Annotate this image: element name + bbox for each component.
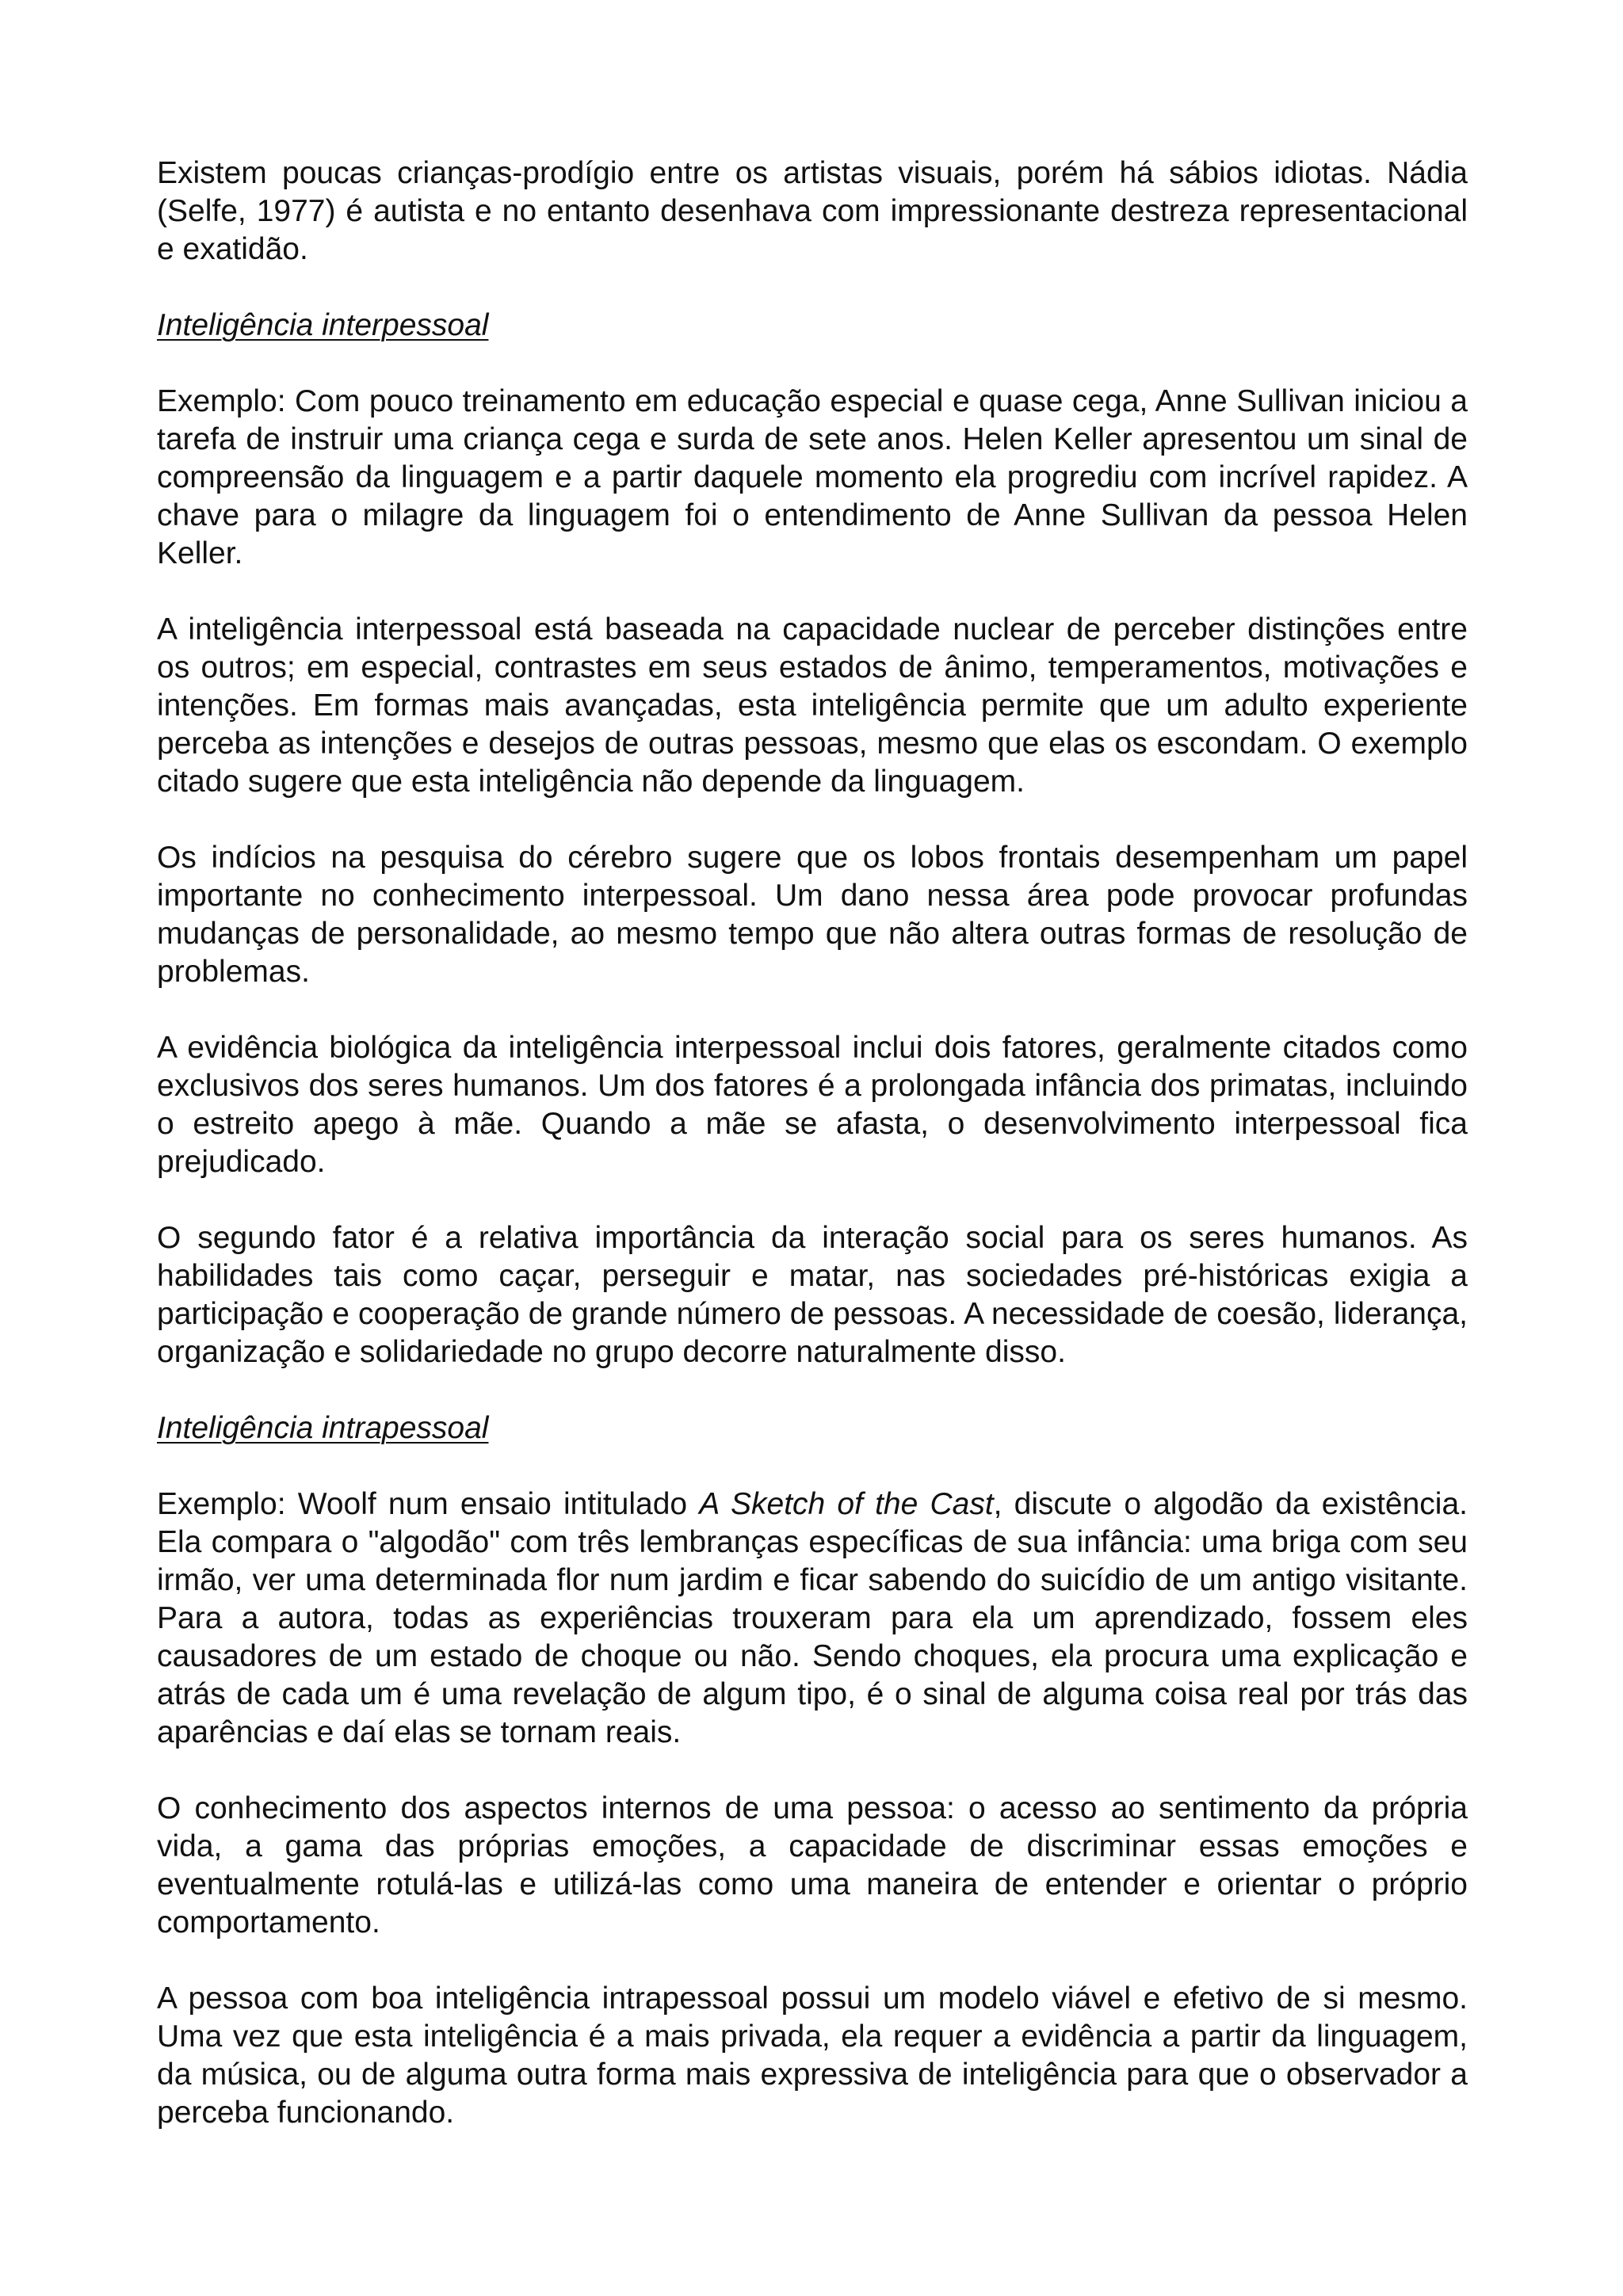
heading-interpersonal: Inteligência interpessoal <box>157 308 489 342</box>
paragraph-anne-sullivan-example: Exemplo: Com pouco treinamento em educação especial e quase cega, Anne Sullivan iniciou a tarefa de instruir uma criança cega e surda de sete anos. Helen Keller apresentou um sinal de compreensão da linguagem e a partir daquele momento ela progrediu com incrível rapidez. A chave para o milagre da linguagem foi o entendimento de Anne Sullivan da pessoa Helen Keller. <box>157 384 1468 570</box>
paragraph-savants: Existem poucas crianças-prodígio entre os artistas visuais, porém há sábios idiotas. Nádia (Selfe, 1977) é autista e no entanto desenhava com impressionante destreza representacional e exatidão. <box>157 156 1468 266</box>
paragraph-internal-knowledge: O conhecimento dos aspectos internos de uma pessoa: o acesso ao sentimento da própria vida, a gama das próprias emoções, a capacidade de discriminar essas emoções e eventualmente rotulá-las e utilizá-las como uma maneira de entender e orientar o próprio comportamento. <box>157 1791 1468 1939</box>
paragraph-frontal-lobes: Os indícios na pesquisa do cérebro sugere que os lobos frontais desempenham um papel importante no conhecimento interpessoal. Um dano nessa área pode provocar profundas mudanças de personalidade, ao mesmo tempo que não altera outras formas de resolução de problemas. <box>157 841 1468 989</box>
document-page <box>157 154 1468 2170</box>
woolf-text-after: , discute o algodão da existência. Ela compara o "algodão" com três lembranças específicas de sua infância: uma briga com seu irmão, ver uma determinada flor num jardim e ficar sabendo do suicídio de um antigo visitante. Para a autora, todas as experiências trouxeram para ela um aprendizado, fossem eles causadores de um estado de choque ou não. Sendo choques, ela procura uma explicação e atrás de cada um é uma revelação de algum tipo, é o sinal de alguma coisa real por trás das aparências e daí elas se tornam reais. <box>157 1487 1468 1749</box>
woolf-text-before: Exemplo: Woolf num ensaio intitulado <box>157 1487 700 1521</box>
paragraph-intrapersonal-model: A pessoa com boa inteligência intrapessoal possui um modelo viável e efetivo de si mesmo. Uma vez que esta inteligência é a mais privada, ela requer a evidência a partir da linguagem, da música, ou de alguma outra forma mais expressiva de inteligência para que o observador a perceba funcionando. <box>157 1981 1468 2130</box>
paragraph-woolf-example <box>157 1486 1468 1752</box>
paragraph-interpersonal-definition: A inteligência interpessoal está baseada na capacidade nuclear de perceber distinções entre os outros; em especial, contrastes em seus estados de ânimo, temperamentos, motivações e intenções. Em formas mais avançadas, esta inteligência permite que um adulto experiente perceba as intenções e desejos de outras pessoas, mesmo que elas os escondam. O exemplo citado sugere que esta inteligência não depende da linguagem. <box>157 612 1468 799</box>
paragraph-biological-evidence: A evidência biológica da inteligência interpessoal inclui dois fatores, geralmente citados como exclusivos dos seres humanos. Um dos fatores é a prolongada infância dos primatas, incluindo o estreito apego à mãe. Quando a mãe se afasta, o desenvolvimento interpessoal fica prejudicado. <box>157 1031 1468 1179</box>
essay-title-citation: A Sketch of the Cast <box>699 1487 994 1521</box>
paragraph-social-interaction: O segundo fator é a relativa importância da interação social para os seres humanos. As habilidades tais como caçar, perseguir e matar, nas sociedades pré-históricas exigia a participação e cooperação de grande número de pessoas. A necessidade de coesão, liderança, organização e solidariedade no grupo decorre naturalmente disso. <box>157 1221 1468 1369</box>
heading-intrapersonal: Inteligência intrapessoal <box>157 1411 489 1445</box>
